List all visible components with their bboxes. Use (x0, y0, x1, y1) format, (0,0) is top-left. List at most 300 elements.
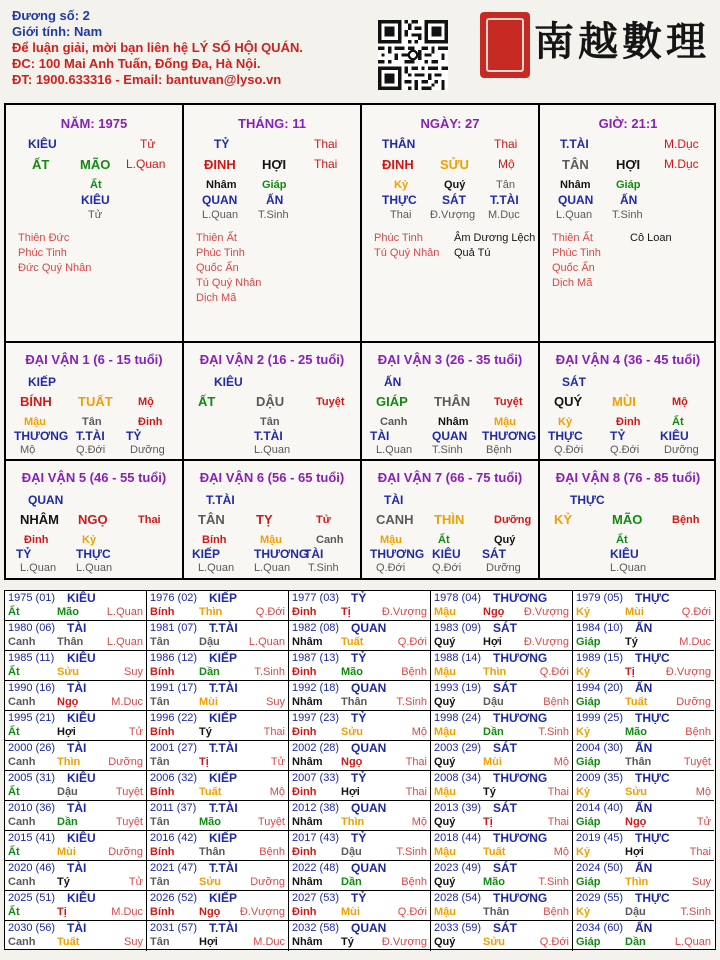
year-label: 1988 (14) (434, 652, 482, 664)
seal-icon (480, 12, 530, 78)
year-cell (289, 741, 431, 771)
year-stem: Nhâm (292, 696, 323, 708)
year-god: QUAN (351, 921, 387, 935)
year-god: THỰC (635, 591, 670, 605)
year-stage: Tử (696, 816, 711, 828)
year-label: 2002 (28) (292, 742, 340, 754)
year-label: 1995 (21) (8, 712, 56, 724)
dai-van-hidden-god: THƯƠNG (370, 547, 425, 561)
year-branch: Sửu (57, 666, 80, 678)
year-table (4, 590, 716, 950)
year-stem: Mậu (434, 666, 456, 678)
year-stem: Nhâm (292, 636, 323, 648)
year-stem: Bính (150, 726, 175, 738)
pillar-title: NGÀY: 27 (420, 116, 480, 131)
year-stem: Giáp (576, 936, 601, 948)
year-label: 2034 (60) (576, 922, 624, 934)
year-branch: Dậu (625, 906, 646, 918)
dai-van-branch: DẬU (256, 394, 285, 409)
year-stem: Nhâm (292, 936, 323, 948)
year-god: TỶ (351, 591, 367, 605)
dai-van-stage: Dưỡng (494, 514, 532, 526)
year-branch: Tý (57, 876, 70, 888)
year-cell (573, 831, 714, 861)
year-branch: Tý (341, 936, 354, 948)
year-god: KIÊU (67, 651, 96, 665)
year-stem: Bính (150, 906, 175, 918)
hidden-god-2: SÁT (442, 193, 466, 207)
year-cell (5, 921, 147, 951)
year-cell (573, 891, 714, 921)
year-god: SÁT (493, 741, 517, 755)
year-stem: Mậu (434, 786, 456, 798)
dai-van-stage: Tuyệt (494, 396, 523, 408)
year-stage: Mộ (269, 786, 285, 798)
year-stem: Đinh (292, 606, 317, 618)
pillar-ngay (362, 105, 540, 343)
dai-van-stem: BÍNH (20, 394, 52, 409)
dai-van-hidden-stage: L.Quan (254, 444, 291, 456)
year-label: 1978 (04) (434, 592, 482, 604)
dai-van-hidden-god: TÀI (370, 429, 390, 443)
hidden-stage-1: L.Quan (556, 209, 593, 221)
year-branch: Tuất (199, 786, 222, 798)
year-stage: Bệnh (543, 696, 569, 708)
year-stem: Kỷ (576, 666, 591, 678)
year-god: KIÊU (67, 891, 96, 905)
year-label: 1982 (08) (292, 622, 340, 634)
year-stem: Giáp (576, 696, 601, 708)
year-god: TỶ (351, 771, 367, 785)
year-branch: Dần (57, 816, 78, 828)
year-god: THỰC (635, 831, 670, 845)
dai-van-stem: CANH (376, 512, 414, 527)
year-label: 2000 (26) (8, 742, 56, 754)
dai-van-hidden-stage: L.Quan (20, 562, 57, 574)
year-branch: Tý (199, 726, 212, 738)
year-god: KIÊU (67, 831, 96, 845)
year-branch: Dậu (483, 696, 504, 708)
address-line: ĐC: 100 Mai Anh Tuấn, Đống Đa, Hà Nội. (12, 56, 261, 71)
year-stem: Đinh (292, 726, 317, 738)
year-stage: Đ.Vượng (381, 606, 427, 618)
year-label: 2008 (34) (434, 772, 482, 784)
year-label: 2027 (53) (292, 892, 340, 904)
year-stage: Đ.Vượng (381, 936, 427, 948)
year-god: T.TÀI (209, 921, 238, 935)
dai-van-god: KIẾP (28, 375, 57, 389)
year-label: 2021 (47) (150, 862, 198, 874)
year-label: 2015 (41) (8, 832, 56, 844)
year-cell (573, 741, 714, 771)
year-branch: Mùi (341, 906, 360, 918)
year-branch: Mùi (199, 696, 218, 708)
year-stem: Đinh (292, 786, 317, 798)
dai-van-3 (362, 343, 540, 461)
dai-van-hidden-stage: L.Quan (610, 562, 647, 574)
year-god: TÀI (67, 921, 87, 935)
dai-van-god: T.TÀI (206, 493, 235, 507)
year-label: 2032 (58) (292, 922, 340, 934)
year-god: THỰC (635, 711, 670, 725)
dai-van-god: THỰC (570, 493, 605, 507)
year-cell (431, 591, 573, 621)
year-cell (5, 651, 147, 681)
year-branch: Dần (341, 876, 362, 888)
year-stage: Mộ (411, 816, 427, 828)
year-cell (147, 681, 289, 711)
dai-van-hidden-stem: Tân (82, 416, 102, 428)
dai-van-4 (540, 343, 716, 461)
year-god: SÁT (493, 621, 517, 635)
dai-van-hidden-god: TỶ (610, 429, 626, 443)
year-label: 1990 (16) (8, 682, 56, 694)
pillar-title: NĂM: 1975 (60, 116, 128, 131)
year-stage: Đ.Vượng (523, 606, 569, 618)
year-god: TÀI (67, 741, 87, 755)
year-stem: Giáp (576, 876, 601, 888)
year-label: 1991 (17) (150, 682, 198, 694)
hidden-stage-2: Đ.Vượng (430, 209, 476, 221)
year-stage: Tuyệt (115, 816, 143, 828)
dai-van-hidden-god: TÀI (304, 547, 324, 561)
year-stem: Tân (150, 636, 170, 648)
year-branch: Dậu (341, 846, 362, 858)
dai-van-stage: Bệnh (672, 514, 700, 526)
dai-van-god: KIÊU (214, 375, 243, 389)
year-branch: Dậu (199, 636, 220, 648)
year-stem: Canh (8, 756, 36, 768)
year-stage: Q.Đới (255, 606, 285, 618)
year-cell (431, 921, 573, 951)
year-stage: Tử (128, 876, 143, 888)
year-label: 1975 (01) (8, 592, 56, 604)
dai-van-hidden-stem: Mậu (260, 534, 282, 546)
year-cell (147, 921, 289, 951)
star-list-right: Âm Dương Lệch Quả Tú (454, 232, 536, 259)
header-info (12, 8, 303, 88)
year-label: 2024 (50) (576, 862, 624, 874)
qr-code-icon (378, 20, 448, 90)
pillar-stage: M.Dục (664, 157, 699, 171)
year-label: 1976 (02) (150, 592, 198, 604)
pillar-nam (6, 105, 184, 343)
year-branch: Mão (625, 726, 647, 738)
pillar-god-top: Tử (140, 137, 156, 151)
year-cell (289, 801, 431, 831)
dai-van-hidden-god: KIÊU (610, 547, 639, 561)
year-stage: T.Sinh (538, 726, 569, 738)
pillar-god: KIÊU (28, 137, 57, 151)
year-god: THỰC (635, 891, 670, 905)
dai-van-hidden-stem: Nhâm (438, 416, 469, 428)
year-god: THỰC (635, 771, 670, 785)
year-stem: Quý (434, 696, 456, 708)
year-label: 2005 (31) (8, 772, 56, 784)
year-branch: Tý (483, 786, 496, 798)
dai-van-stem: KỶ (554, 512, 573, 527)
year-cell (289, 771, 431, 801)
year-stage: Thai (263, 726, 285, 738)
year-cell (5, 771, 147, 801)
year-stem: Bính (150, 786, 175, 798)
pillar-branch: HỢI (616, 157, 641, 172)
dai-van-hidden-stem: Mậu (494, 416, 516, 428)
year-branch: Hợi (625, 846, 644, 858)
pillar-stem: ĐINH (382, 157, 414, 172)
year-branch: Mão (57, 606, 79, 618)
year-god: TÀI (67, 681, 87, 695)
dai-van-hidden-stage: L.Quan (376, 444, 413, 456)
year-label: 2017 (43) (292, 832, 340, 844)
pillar-stage: Mộ (498, 157, 515, 171)
year-god: THỰC (635, 651, 670, 665)
dai-van-hidden-god: THỰC (76, 547, 111, 561)
pillar-god-top: M.Dục (664, 137, 699, 151)
year-god: T.TÀI (209, 861, 238, 875)
year-label: 1984 (10) (576, 622, 624, 634)
year-stem: Bính (150, 846, 175, 858)
year-branch: Tuất (57, 936, 80, 948)
dai-van-hidden-stage: Q.Đới (432, 562, 462, 574)
year-god: TÀI (67, 801, 87, 815)
year-label: 2023 (49) (434, 862, 482, 874)
header (0, 0, 720, 100)
year-stage: Thai (405, 756, 427, 768)
year-god: KIẾP (209, 891, 238, 905)
dai-van-stage: Mộ (138, 396, 154, 408)
year-stem: Kỷ (576, 606, 591, 618)
year-label: 1999 (25) (576, 712, 624, 724)
year-cell (573, 921, 714, 951)
year-stage: Dưỡng (108, 756, 143, 768)
year-stage: Suy (124, 936, 143, 948)
year-stage: Tử (128, 726, 143, 738)
hidden-god-3: T.TÀI (490, 193, 519, 207)
dai-van-hidden-stem: Quý (494, 534, 516, 546)
year-stem: Nhâm (292, 876, 323, 888)
year-label: 1987 (13) (292, 652, 340, 664)
year-stem: Quý (434, 636, 456, 648)
year-label: 2010 (36) (8, 802, 56, 814)
year-stage: Đ.Vượng (665, 666, 711, 678)
hidden-stage-1: Thai (390, 209, 412, 221)
year-cell (289, 921, 431, 951)
dai-van-god: ẤN (384, 375, 402, 389)
year-god: THƯƠNG (493, 591, 548, 605)
dai-van-hidden-god: THƯƠNG (482, 429, 537, 443)
year-cell (5, 591, 147, 621)
year-god: SÁT (493, 681, 517, 695)
year-stem: Tân (150, 876, 170, 888)
dai-van-hidden-stage: Q.Đới (76, 444, 106, 456)
dai-van-1 (6, 343, 184, 461)
year-stem: Canh (8, 816, 36, 828)
year-stem: Kỷ (576, 726, 591, 738)
dai-van-2 (184, 343, 362, 461)
year-god: KIẾP (209, 831, 238, 845)
year-cell (289, 681, 431, 711)
year-stem: Bính (150, 666, 175, 678)
hidden-stage-1: L.Quan (202, 209, 239, 221)
logo: 南越數理 (534, 18, 710, 65)
year-label: 2016 (42) (150, 832, 198, 844)
dai-van-hidden-stage: L.Quan (76, 562, 113, 574)
dai-van-hidden-stage: T.Sinh (432, 444, 463, 456)
dai-van-stem: TÂN (198, 512, 225, 527)
year-stage: Q.Đới (539, 666, 569, 678)
year-cell (431, 711, 573, 741)
year-label: 1993 (19) (434, 682, 482, 694)
year-god: THƯƠNG (493, 711, 548, 725)
year-cell (147, 591, 289, 621)
year-stage: Bệnh (685, 726, 711, 738)
year-label: 1979 (05) (576, 592, 624, 604)
dai-van-stem: GIÁP (376, 394, 408, 409)
dai-van-branch: MÃO (612, 512, 643, 527)
dai-van-stage: Thai (138, 514, 161, 526)
year-label: 1986 (12) (150, 652, 198, 664)
year-cell (431, 801, 573, 831)
dai-van-branch: THÂN (434, 394, 471, 409)
year-stage: Q.Đới (539, 936, 569, 948)
chart-grid (4, 103, 716, 580)
year-stem: Mậu (434, 906, 456, 918)
year-stem: Canh (8, 636, 36, 648)
year-branch: Thân (483, 906, 510, 918)
year-cell (431, 771, 573, 801)
year-cell (289, 591, 431, 621)
year-label: 2004 (30) (576, 742, 624, 754)
year-branch: Hợi (57, 726, 76, 738)
dai-van-hidden-stage: T.Sinh (308, 562, 339, 574)
year-label: 2003 (29) (434, 742, 482, 754)
hidden-stage-3: M.Dục (488, 209, 520, 221)
dai-van-stage: Mộ (672, 396, 688, 408)
phone-email-line: ĐT: 1900.633316 - Email: bantuvan@lyso.vn (12, 72, 282, 87)
year-stem: Giáp (576, 756, 601, 768)
year-stem: Ất (8, 606, 20, 618)
year-cell (147, 771, 289, 801)
year-stage: Q.Đới (681, 606, 711, 618)
year-branch: Thân (57, 636, 84, 648)
year-label: 1989 (15) (576, 652, 624, 664)
year-cell (5, 711, 147, 741)
dai-van-hidden-stage: Mộ (20, 444, 36, 456)
year-label: 1985 (11) (8, 652, 55, 664)
contact-line: Để luận giải, mời bạn liên hệ LÝ SỐ HỘI QUÁN. (12, 40, 303, 55)
dai-van-hidden-stem: Đinh (616, 416, 641, 428)
dai-van-8 (540, 461, 716, 578)
year-label: 2029 (55) (576, 892, 624, 904)
hidden-god-1: THỰC (382, 193, 417, 207)
hidden-stem-1: Kỷ (394, 179, 409, 191)
year-stage: Tử (270, 756, 285, 768)
year-cell (5, 861, 147, 891)
dai-van-hidden-stem: Ất (616, 534, 628, 546)
dai-van-hidden-stage: L.Quan (254, 562, 291, 574)
year-stage: Mộ (695, 786, 711, 798)
year-god: KIÊU (67, 711, 96, 725)
year-branch: Mão (199, 816, 221, 828)
year-branch: Mùi (483, 756, 502, 768)
year-god: QUAN (351, 681, 387, 695)
year-stem: Bính (150, 606, 175, 618)
dai-van-7 (362, 461, 540, 578)
dai-van-hidden-god: T.TÀI (254, 429, 283, 443)
year-stem: Ất (8, 786, 20, 798)
year-stage: L.Quan (106, 606, 143, 618)
dai-van-title: ĐẠI VẬN 1 (6 - 15 tuổi) (25, 352, 163, 367)
year-branch: Thìn (341, 816, 365, 828)
year-branch: Hợi (199, 936, 218, 948)
year-stem: Canh (8, 876, 36, 888)
dai-van-hidden-stem: Canh (380, 416, 408, 428)
year-stage: Bệnh (543, 906, 569, 918)
year-stem: Quý (434, 876, 456, 888)
pillar-branch: MÃO (80, 157, 111, 172)
year-cell (431, 681, 573, 711)
year-branch: Mão (341, 666, 363, 678)
year-god: THƯƠNG (493, 771, 548, 785)
year-stage: Dưỡng (108, 846, 143, 858)
year-stem: Đinh (292, 906, 317, 918)
year-branch: Ngọ (625, 816, 647, 828)
dai-van-hidden-stem: Bính (202, 534, 227, 546)
year-cell (573, 591, 714, 621)
year-label: 2022 (48) (292, 862, 340, 874)
dai-van-hidden-god: KIẾP (192, 547, 221, 561)
year-stage: T.Sinh (254, 666, 285, 678)
dai-van-title: ĐẠI VẬN 2 (16 - 25 tuổi) (199, 352, 345, 367)
dai-van-hidden-stem: Đinh (138, 416, 163, 428)
year-cell (573, 711, 714, 741)
year-god: KIÊU (67, 771, 96, 785)
year-stem: Canh (8, 936, 36, 948)
dai-van-hidden-stem: Mậu (380, 534, 402, 546)
year-stem: Kỷ (576, 846, 591, 858)
year-branch: Hợi (341, 786, 360, 798)
year-stem: Mậu (434, 726, 456, 738)
year-cell (431, 861, 573, 891)
year-stage: Thai (547, 816, 569, 828)
year-label: 1997 (23) (292, 712, 340, 724)
year-stem: Ất (8, 906, 20, 918)
year-cell (573, 651, 714, 681)
year-cell (431, 621, 573, 651)
year-stem: Quý (434, 816, 456, 828)
year-stem: Quý (434, 936, 456, 948)
year-stage: L.Quan (674, 936, 711, 948)
year-branch: Dần (199, 666, 220, 678)
hidden-stem-2: Giáp (262, 179, 287, 191)
year-branch: Thìn (483, 666, 507, 678)
year-stage: Đ.Vượng (239, 906, 285, 918)
year-god: THƯƠNG (493, 891, 548, 905)
hidden-stage: Tử (88, 209, 103, 221)
hidden-stem-1: Nhâm (560, 179, 591, 191)
year-stage: Mộ (553, 756, 569, 768)
year-label: 2009 (35) (576, 772, 624, 784)
dai-van-hidden-stage: Dưỡng (664, 444, 699, 456)
year-god: SÁT (493, 921, 517, 935)
year-branch: Dần (625, 936, 646, 948)
hidden-stage-2: T.Sinh (612, 209, 643, 221)
dai-van-5 (6, 461, 184, 578)
year-god: THƯƠNG (493, 831, 548, 845)
year-cell (573, 861, 714, 891)
year-god: SÁT (493, 801, 517, 815)
